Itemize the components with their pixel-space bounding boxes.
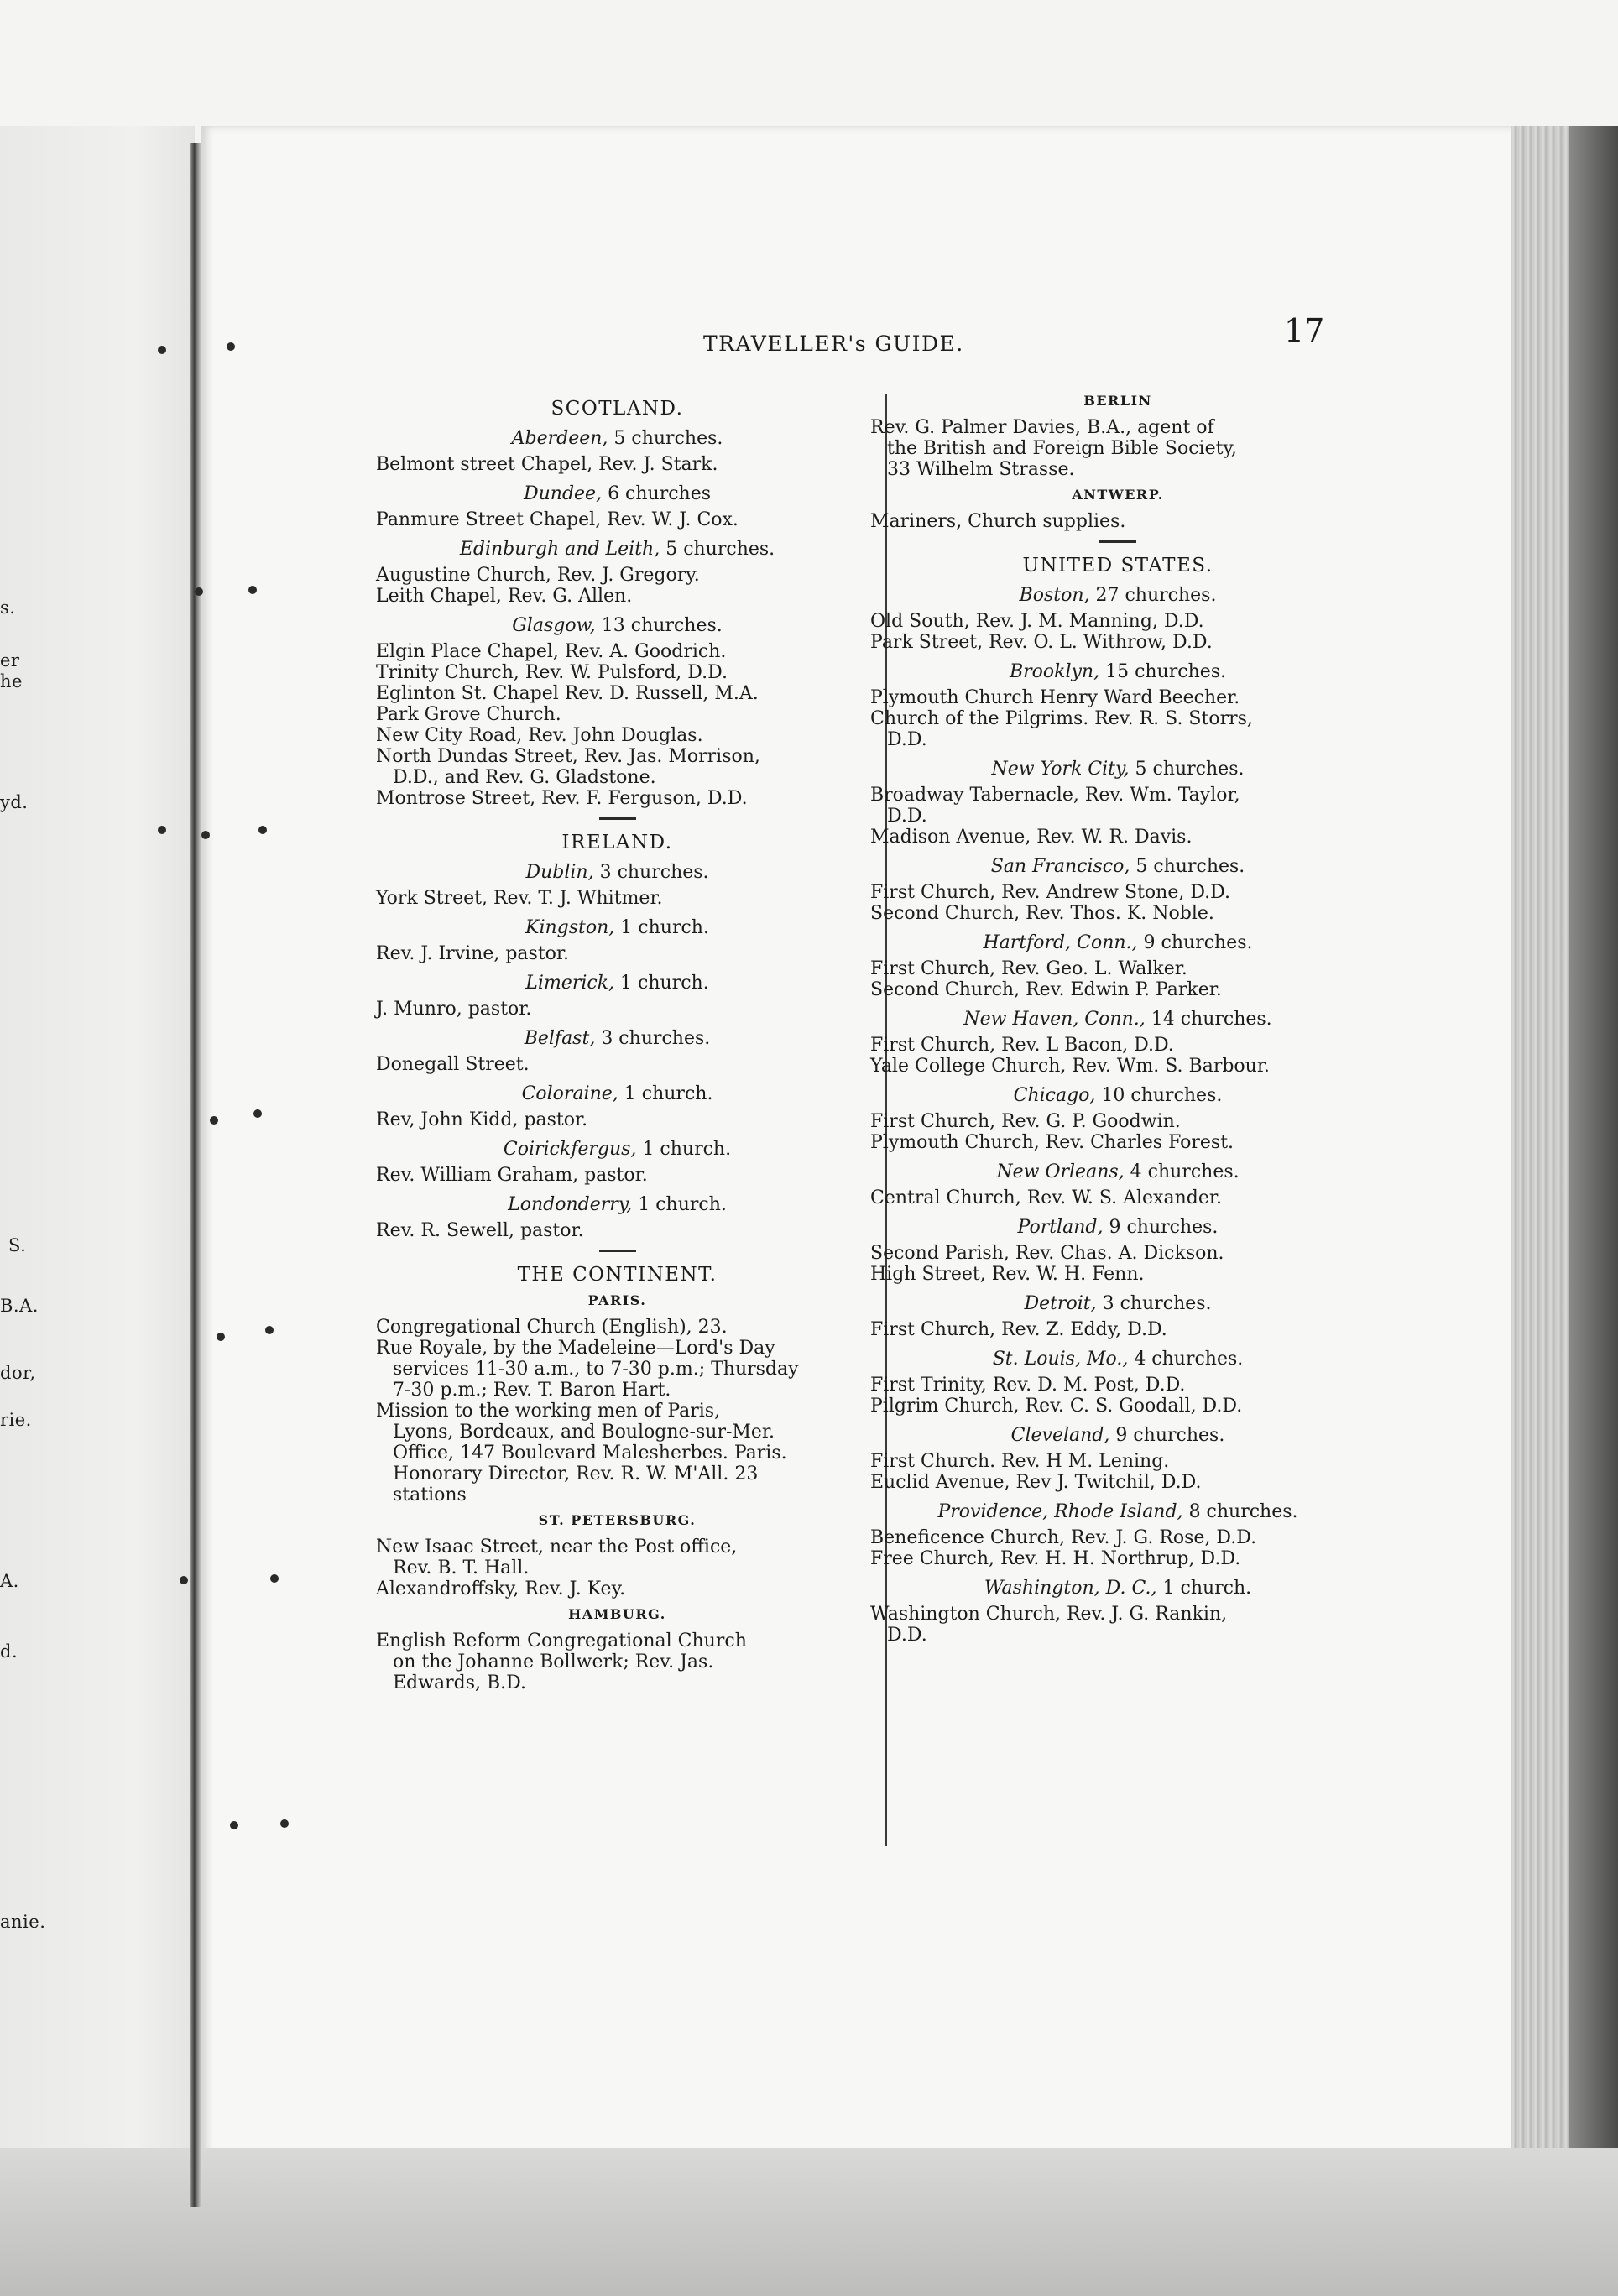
city-name: Coloraine, [521, 1083, 618, 1104]
directory-entry: Central Church, Rev. W. S. Alexander. [870, 1187, 1222, 1208]
left-margin-fragment: he [0, 671, 23, 691]
city-name: New York City, [991, 759, 1130, 780]
directory-entry: New City Road, Rev. John Douglas. [376, 725, 703, 746]
city-name: New Orleans, [996, 1161, 1125, 1182]
left-margin-fragment: s. [0, 597, 16, 618]
directory-entry: York Street, Rev. T. J. Whitmer. [376, 888, 663, 909]
city-heading [870, 585, 1365, 606]
left-margin-fragment: A. [0, 1571, 19, 1591]
directory-entry: Old South, Rev. J. M. Manning, D.D. [870, 611, 1204, 632]
church-count: 14 churches. [1151, 1009, 1272, 1030]
book-gutter [190, 143, 201, 2207]
directory-entry: First Church, Rev. Geo. L. Walker. [870, 958, 1187, 979]
city-name: San Francisco, [990, 856, 1130, 877]
church-count: 8 churches. [1188, 1501, 1298, 1522]
directory-entry: D.D. [887, 1625, 927, 1646]
directory-entry: First Church. Rev. H M. Lening. [870, 1451, 1170, 1472]
section-heading: IRELAND. [561, 832, 673, 853]
left-column [376, 393, 859, 1693]
directory-entry: Pilgrim Church, Rev. C. S. Goodall, D.D. [870, 1396, 1243, 1417]
church-count: 1 church. [638, 1194, 727, 1215]
church-count: 4 churches. [1134, 1349, 1244, 1370]
city-heading [376, 1028, 859, 1049]
directory-entry: Leith Chapel, Rev. G. Allen. [376, 586, 633, 607]
directory-entry: D.D., and Rev. G. Gladstone. [393, 767, 656, 788]
book-cover-edge [1569, 126, 1618, 2224]
city-heading [870, 1425, 1365, 1446]
directory-entry: New Isaac Street, near the Post office, [376, 1537, 738, 1558]
city-heading [376, 862, 859, 883]
church-count: 5 churches. [613, 428, 723, 449]
city-heading [376, 539, 859, 560]
directory-entry: Office, 147 Boulevard Malesherbes. Paris. [393, 1443, 787, 1464]
directory-entry: Madison Avenue, Rev. W. R. Davis. [870, 827, 1193, 848]
directory-entry: Yale College Church, Rev. Wm. S. Barbour. [870, 1056, 1270, 1077]
left-margin-fragment: d. [0, 1641, 18, 1662]
church-count: 6 churches [608, 483, 712, 504]
city-heading [870, 1578, 1365, 1599]
directory-entry: Lyons, Bordeaux, and Boulogne-sur-Mer. [393, 1422, 775, 1443]
church-count: 1 church. [620, 973, 709, 994]
directory-entry: First Trinity, Rev. D. M. Post, D.D. [870, 1375, 1186, 1396]
city-name: Dundee, [523, 483, 603, 504]
city-heading: BERLIN [1083, 393, 1152, 409]
city-name: Limerick, [525, 973, 615, 994]
city-name: Coirickfergus, [503, 1139, 637, 1160]
directory-entry: First Church, Rev. Z. Eddy, D.D. [870, 1319, 1167, 1340]
directory-entry: stations [393, 1485, 467, 1505]
directory-entry: Second Church, Rev. Thos. K. Noble. [870, 903, 1214, 924]
city-heading: ANTWERP. [1072, 487, 1164, 503]
city-name: Detroit, [1024, 1293, 1097, 1314]
city-name: Brooklyn, [1009, 661, 1100, 682]
left-margin-fragment: S. [8, 1235, 27, 1255]
directory-entry: Belmont street Chapel, Rev. J. Stark. [376, 454, 718, 475]
church-count: 9 churches. [1109, 1217, 1219, 1238]
church-count: 1 church. [642, 1139, 732, 1160]
church-count: 1 church. [620, 917, 709, 938]
city-heading [870, 932, 1365, 953]
directory-entry: services 11-30 a.m., to 7-30 p.m.; Thursday [393, 1359, 799, 1380]
church-count: 5 churches. [1135, 759, 1245, 780]
section-heading: UNITED STATES. [1022, 555, 1214, 577]
directory-entry: Augustine Church, Rev. J. Gregory. [376, 565, 700, 586]
city-name: Belfast, [524, 1028, 596, 1049]
church-count: 9 churches. [1143, 932, 1253, 953]
directory-entry: Montrose Street, Rev. F. Ferguson, D.D. [376, 788, 748, 809]
city-name: Kingston, [525, 917, 615, 938]
left-margin-fragment: rie. [0, 1410, 32, 1430]
directory-entry: Rev, John Kidd, pastor. [376, 1109, 588, 1130]
directory-entry: Mariners, Church supplies. [870, 511, 1126, 532]
directory-entry: English Reform Congregational Church [376, 1631, 747, 1652]
directory-entry: on the Johanne Bollwerk; Rev. Jas. [393, 1652, 714, 1672]
section-divider [599, 1250, 636, 1252]
directory-entry: Plymouth Church, Rev. Charles Forest. [870, 1132, 1234, 1153]
directory-entry: the British and Foreign Bible Society, [887, 438, 1237, 459]
city-heading: PARIS. [587, 1292, 647, 1308]
city-name: St. Louis, Mo., [992, 1349, 1129, 1370]
directory-entry: Free Church, Rev. H. H. Northrup, D.D. [870, 1548, 1241, 1569]
city-heading [376, 615, 859, 636]
church-count: 10 churches. [1101, 1085, 1223, 1106]
city-heading: HAMBURG. [568, 1606, 666, 1622]
directory-entry: Mission to the working men of Paris, [376, 1401, 721, 1422]
directory-entry: Eglinton St. Chapel Rev. D. Russell, M.A. [376, 683, 759, 704]
church-count: 4 churches. [1130, 1161, 1240, 1182]
left-page-edge [0, 126, 195, 2215]
directory-entry: D.D. [887, 729, 927, 750]
church-count: 3 churches. [599, 862, 709, 883]
city-heading: ST. PETERSBURG. [538, 1512, 697, 1528]
church-count: 27 churches. [1095, 585, 1217, 606]
directory-entry: Trinity Church, Rev. W. Pulsford, D.D. [376, 662, 728, 683]
directory-entry: Beneficence Church, Rev. J. G. Rose, D.D. [870, 1527, 1257, 1548]
directory-entry: D.D. [887, 806, 927, 827]
church-count: 1 church. [624, 1083, 713, 1104]
church-count: 9 churches. [1115, 1425, 1225, 1446]
section-heading: THE CONTINENT. [517, 1264, 718, 1286]
city-heading [376, 1139, 859, 1160]
bottom-shadow [0, 2148, 1618, 2296]
city-heading [376, 483, 859, 504]
directory-entry: Rev. R. Sewell, pastor. [376, 1220, 584, 1241]
directory-entry: Second Church, Rev. Edwin P. Parker. [870, 979, 1222, 1000]
city-heading [870, 1349, 1365, 1370]
city-heading [376, 973, 859, 994]
church-count: 15 churches. [1105, 661, 1227, 682]
city-heading [870, 856, 1365, 877]
directory-entry: Rue Royale, by the Madeleine—Lord's Day [376, 1338, 775, 1359]
city-heading [376, 917, 859, 938]
directory-entry: 7-30 p.m.; Rev. T. Baron Hart. [393, 1380, 671, 1401]
directory-entry: Panmure Street Chapel, Rev. W. J. Cox. [376, 509, 739, 530]
directory-entry: North Dundas Street, Rev. Jas. Morrison, [376, 746, 760, 767]
city-name: Washington, D. C., [984, 1578, 1157, 1599]
directory-entry: Rev. William Graham, pastor. [376, 1165, 648, 1186]
directory-entry: Honorary Director, Rev. R. W. M'All. 23 [393, 1464, 759, 1485]
city-heading [870, 1217, 1365, 1238]
directory-entry: Second Parish, Rev. Chas. A. Dickson. [870, 1243, 1224, 1264]
city-name: Glasgow, [512, 615, 596, 636]
directory-entry: Broadway Tabernacle, Rev. Wm. Taylor, [870, 785, 1240, 806]
city-heading [870, 1293, 1365, 1314]
section-divider [1099, 540, 1136, 543]
directory-entry: Washington Church, Rev. J. G. Rankin, [870, 1604, 1228, 1625]
church-count: 5 churches. [1135, 856, 1245, 877]
city-heading [376, 428, 859, 449]
city-name: Dublin, [525, 862, 594, 883]
directory-entry: Euclid Avenue, Rev J. Twitchil, D.D. [870, 1472, 1202, 1493]
left-margin-fragment: dor, [0, 1363, 36, 1383]
running-title: TRAVELLER's GUIDE. [703, 331, 964, 356]
directory-entry: Elgin Place Chapel, Rev. A. Goodrich. [376, 641, 727, 662]
directory-entry: Church of the Pilgrims. Rev. R. S. Storrs, [870, 708, 1253, 729]
directory-entry: Congregational Church (English), 23. [376, 1317, 728, 1338]
directory-entry: 33 Wilhelm Strasse. [887, 459, 1075, 480]
directory-entry: First Church, Rev. Andrew Stone, D.D. [870, 882, 1231, 903]
directory-entry: J. Munro, pastor. [376, 999, 532, 1020]
directory-entry: Park Grove Church. [376, 704, 561, 725]
left-margin-fragment: anie. [0, 1912, 46, 1932]
city-heading [870, 1161, 1365, 1182]
city-name: Aberdeen, [511, 428, 608, 449]
directory-entry: First Church, Rev. G. P. Goodwin. [870, 1111, 1181, 1132]
city-name: Londonderry, [508, 1194, 633, 1215]
directory-entry: First Church, Rev. L Bacon, D.D. [870, 1035, 1174, 1056]
directory-entry: Rev. G. Palmer Davies, B.A., agent of [870, 417, 1214, 438]
page-number: 17 [1284, 312, 1325, 349]
directory-entry: Edwards, B.D. [393, 1672, 526, 1693]
directory-entry: Rev. J. Irvine, pastor. [376, 943, 570, 964]
city-heading [870, 1085, 1365, 1106]
section-divider [599, 817, 636, 820]
directory-entry: Park Street, Rev. O. L. Withrow, D.D. [870, 632, 1213, 653]
city-heading [870, 1009, 1365, 1030]
city-name: Cleveland, [1010, 1425, 1110, 1446]
city-name: Edinburgh and Leith, [459, 539, 660, 560]
city-name: Providence, Rhode Island, [937, 1501, 1183, 1522]
church-count: 5 churches. [665, 539, 775, 560]
city-heading [870, 661, 1365, 682]
city-name: Hartford, Conn., [983, 932, 1138, 953]
city-name: Boston, [1019, 585, 1090, 606]
directory-entry: Rev. B. T. Hall. [393, 1558, 530, 1578]
directory-entry: High Street, Rev. W. H. Fenn. [870, 1264, 1145, 1285]
city-name: Chicago, [1013, 1085, 1096, 1106]
section-heading: SCOTLAND. [551, 398, 684, 420]
city-name: Portland, [1017, 1217, 1104, 1238]
church-count: 3 churches. [601, 1028, 711, 1049]
left-margin-fragment: B.A. [0, 1296, 39, 1316]
left-margin-fragment: er [0, 650, 20, 671]
city-heading [376, 1194, 859, 1215]
city-heading [870, 759, 1365, 780]
directory-entry: Donegall Street. [376, 1054, 530, 1075]
church-count: 1 church. [1162, 1578, 1252, 1599]
church-count: 3 churches. [1102, 1293, 1212, 1314]
church-count: 13 churches. [601, 615, 723, 636]
city-heading [376, 1083, 859, 1104]
city-heading [870, 1501, 1365, 1522]
directory-entry: Plymouth Church Henry Ward Beecher. [870, 687, 1240, 708]
right-column [870, 386, 1365, 1646]
left-margin-fragment: yd. [0, 792, 29, 812]
directory-entry: Alexandroffsky, Rev. J. Key. [376, 1578, 626, 1599]
city-name: New Haven, Conn., [963, 1009, 1146, 1030]
